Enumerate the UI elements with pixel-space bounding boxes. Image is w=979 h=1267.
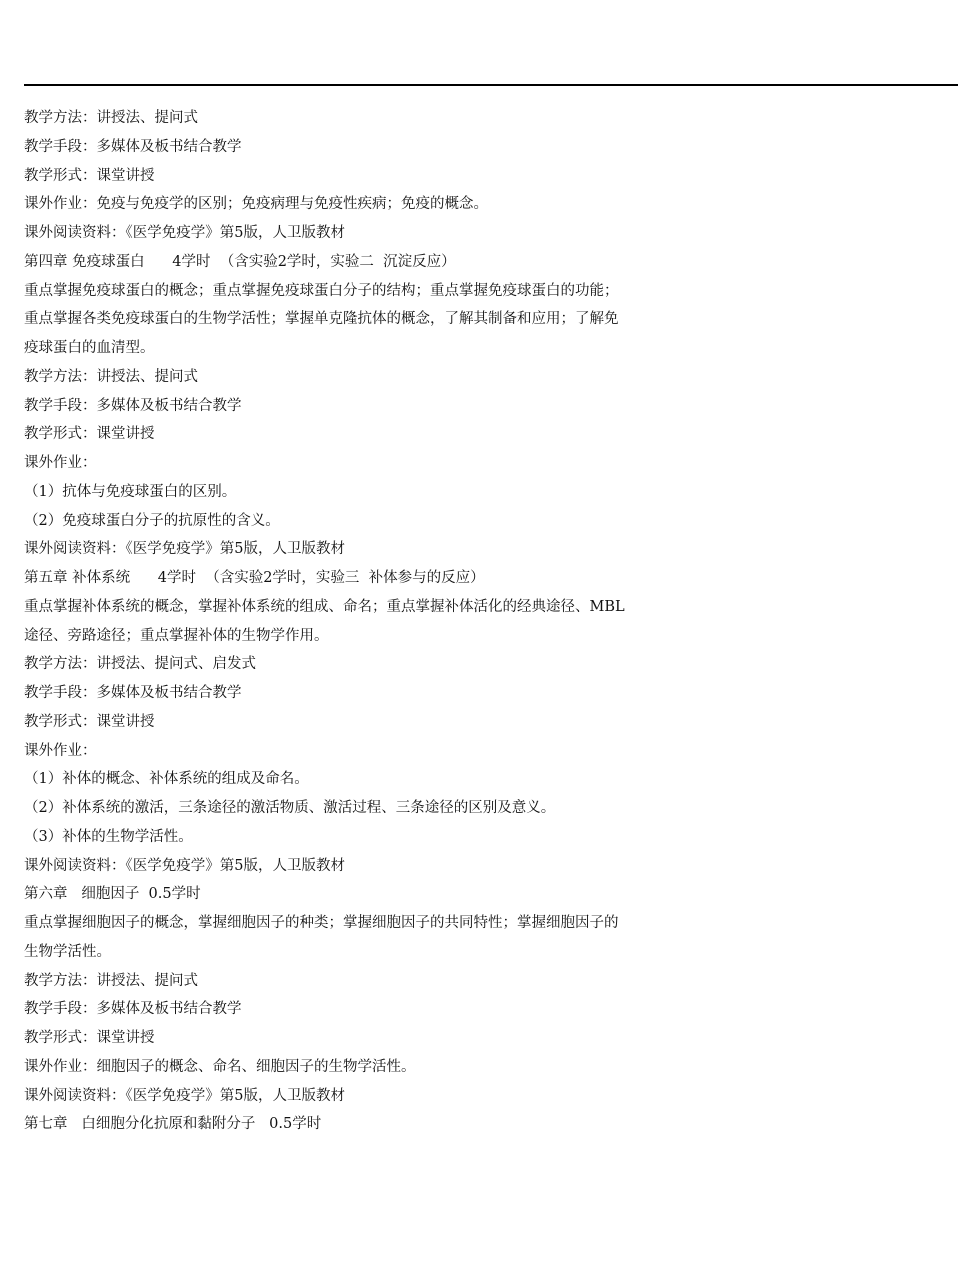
text-line: 教学手段：多媒体及板书结合教学 bbox=[24, 138, 242, 155]
text-line: 课外阅读资料：《医学免疫学》第5版，人卫版教材 bbox=[24, 225, 345, 241]
text-line: 教学手段：多媒体及板书结合教学 bbox=[24, 397, 242, 414]
document-body bbox=[24, 104, 954, 1139]
text-line: 教学形式：课堂讲授 bbox=[24, 167, 155, 184]
header-rule bbox=[24, 84, 958, 86]
list-item: （3）补体的生物学活性。 bbox=[24, 828, 193, 845]
text-line: 教学方法：讲授法、提问式、启发式 bbox=[24, 656, 256, 673]
text-line: 教学方法：讲授法、提问式 bbox=[24, 368, 198, 385]
chapter-heading: 第五章 补体系统 4学时 （含实验2学时，实验三 补体参与的反应） bbox=[24, 570, 485, 586]
text-line: 教学形式：课堂讲授 bbox=[24, 713, 155, 730]
list-item: （2）免疫球蛋白分子的抗原性的含义。 bbox=[24, 512, 280, 529]
text-line: 教学手段：多媒体及板书结合教学 bbox=[24, 1001, 242, 1018]
text-line: 教学形式：课堂讲授 bbox=[24, 426, 155, 443]
text-line: 重点掌握细胞因子的概念，掌握细胞因子的种类；掌握细胞因子的共同特性；掌握细胞因子的 bbox=[24, 915, 619, 931]
text-line: 课外作业：免疫与免疫学的区别；免疫病理与免疫性疾病；免疫的概念。 bbox=[24, 196, 488, 213]
list-item: （1）抗体与免疫球蛋白的区别。 bbox=[24, 483, 237, 500]
text-line: 课外阅读资料：《医学免疫学》第5版，人卫版教材 bbox=[24, 541, 345, 558]
text-line: 课外阅读资料：《医学免疫学》第5版，人卫版教材 bbox=[24, 857, 345, 874]
text-line: 疫球蛋白的血清型。 bbox=[24, 340, 155, 356]
chapter-heading: 第四章 免疫球蛋白 4学时 （含实验2学时，实验二 沉淀反应） bbox=[24, 253, 456, 270]
chapter-heading: 第六章 细胞因子 0.5学时 bbox=[24, 886, 201, 903]
text-line: 教学形式：课堂讲授 bbox=[24, 1030, 155, 1046]
text-line: 课外阅读资料：《医学免疫学》第5版，人卫版教材 bbox=[24, 1087, 345, 1104]
text-line: 途径、旁路途径；重点掌握补体的生物学作用。 bbox=[24, 627, 329, 644]
text-line: 重点掌握各类免疫球蛋白的生物学活性；掌握单克隆抗体的概念，了解其制备和应用；了解免 bbox=[24, 311, 619, 328]
text-line: 教学方法：讲授法、提问式 bbox=[24, 110, 198, 126]
chapter-heading: 第七章 白细胞分化抗原和黏附分子 0.5学时 bbox=[24, 1116, 322, 1133]
text-line: 课外作业：细胞因子的概念、命名、细胞因子的生物学活性。 bbox=[24, 1058, 416, 1075]
text-line: 教学手段：多媒体及板书结合教学 bbox=[24, 685, 242, 701]
text-line: 课外作业： bbox=[24, 742, 97, 759]
text-line: 重点掌握免疫球蛋白的概念；重点掌握免疫球蛋白分子的结构；重点掌握免疫球蛋白的功能； bbox=[24, 282, 619, 299]
text-line: 教学方法：讲授法、提问式 bbox=[24, 972, 198, 989]
text-line: 课外作业： bbox=[24, 455, 97, 471]
text-line: 生物学活性。 bbox=[24, 943, 111, 960]
list-item: （1）补体的概念、补体系统的组成及命名。 bbox=[24, 771, 309, 788]
list-item: （2）补体系统的激活，三条途径的激活物质、激活过程、三条途径的区别及意义。 bbox=[24, 800, 556, 816]
text-line: 重点掌握补体系统的概念，掌握补体系统的组成、命名；重点掌握补体活化的经典途径、MBL bbox=[24, 598, 625, 615]
